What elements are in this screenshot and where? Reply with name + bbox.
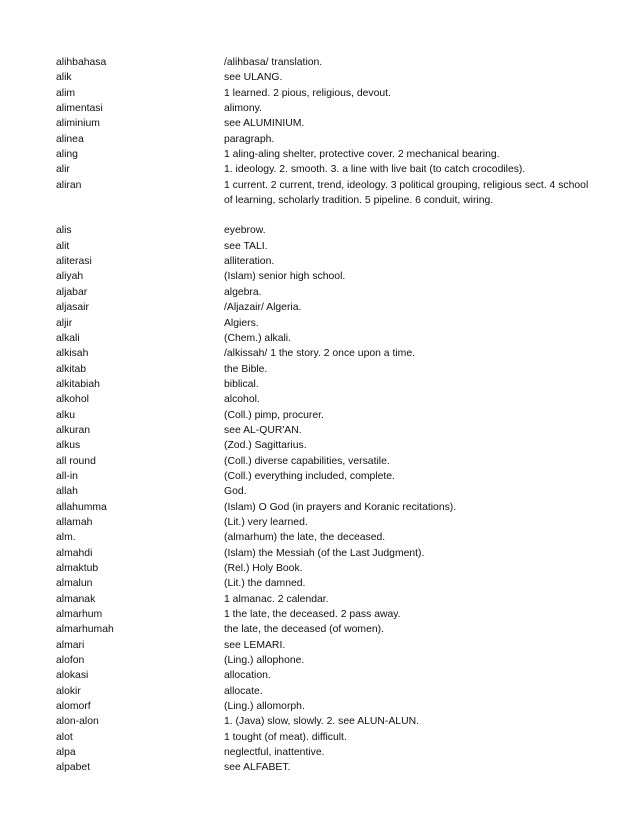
entry-term: alkus [56, 440, 81, 452]
entry-term: allamah [56, 516, 93, 528]
entry-term: aling [56, 149, 78, 161]
entry-term: almarhumah [56, 624, 114, 636]
entry-row [56, 622, 596, 637]
entry-row [56, 500, 596, 515]
entry-term: alkali [56, 332, 80, 344]
entry-definition: /Aljazair/ Algeria. [224, 302, 302, 314]
entry-definition: paragraph. [224, 133, 275, 145]
entry-term: allah [56, 486, 78, 498]
entry-term: almanak [56, 593, 96, 605]
entry-row [56, 239, 596, 254]
entry-definition: (Islam) senior high school. [224, 271, 346, 283]
entry-row [56, 346, 596, 361]
entry-term: alim [56, 87, 76, 99]
entry-definition: the Bible. [224, 363, 268, 375]
entry-term: aliminium [56, 118, 100, 130]
entry-definition: (Coll.) diverse capabilities, versatile. [224, 455, 390, 467]
entry-term: alinea [56, 133, 84, 145]
entry-definition: 1 tought (of meat). difficult. [224, 731, 347, 743]
entry-row [56, 70, 596, 85]
entry-definition: (Chem.) alkali. [224, 332, 291, 344]
entry-term: alis [56, 225, 72, 237]
entry-row [56, 638, 596, 653]
entry-definition: (Islam) the Messiah (of the Last Judgment). [224, 547, 425, 559]
entry-term: almari [56, 639, 85, 651]
entry-row [56, 362, 596, 377]
entry-term: aliran [56, 179, 82, 191]
entry-definition: neglectful, inattentive. [224, 747, 325, 759]
entry-definition: /alihbasa/ translation. [224, 57, 323, 68]
entry-definition: biblical. [224, 378, 259, 390]
entry-term: aliyah [56, 271, 84, 283]
entry-definition: (Rel.) Holy Book. [224, 563, 303, 574]
entry-definition: 1. (Java) slow, slowly. 2. see ALUN-ALUN. [224, 716, 419, 728]
entry-term: almahdi [56, 547, 93, 559]
entry-definition: the late, the deceased (of women). [224, 624, 384, 636]
entry-term: alkuran [56, 424, 91, 436]
entry-definition: 1 the late, the deceased. 2 pass away. [224, 609, 401, 621]
entry-term: alokir [56, 685, 81, 697]
entry-row [56, 269, 596, 284]
entry-row [56, 254, 596, 269]
entry-definition: see ULANG. [224, 72, 283, 84]
entry-term: alot [56, 731, 73, 743]
entry-list [56, 55, 596, 776]
entry-row [56, 316, 596, 331]
entry-definition: 1 almanac. 2 calendar. [224, 593, 329, 605]
entry-row [56, 561, 596, 576]
entry-definition: 1 aling-aling shelter, protective cover. 2 mechanical bearing. [224, 149, 500, 161]
entry-row [56, 699, 596, 714]
entry-row [56, 331, 596, 346]
entry-definition: 1 current. 2 current, trend, ideology. 3 political grouping, religious sect. 4 school of learning, scholarly tradition. 5 pipeline. 6 conduit, wiring. [224, 179, 589, 207]
entry-definition: (Lit.) very learned. [224, 516, 308, 528]
entry-definition: allocation. [224, 670, 271, 682]
entry-term: alpabet [56, 762, 91, 774]
entry-row [56, 684, 596, 699]
entry-term: alku [56, 409, 76, 421]
entry-definition: Algiers. [224, 317, 259, 329]
entry-definition: 1. ideology. 2. smooth. 3. a line with live bait (to catch crocodiles). [224, 164, 526, 176]
entry-row [56, 55, 596, 70]
entry-row [56, 515, 596, 530]
entry-row [56, 668, 596, 683]
entry-term: alihbahasa [56, 57, 107, 68]
entry-term: alkitabiah [56, 378, 100, 390]
entry-row [56, 745, 596, 760]
entry-term: aljir [56, 317, 73, 329]
entry-term: alpa [56, 747, 76, 759]
entry-row [56, 408, 596, 423]
entry-row [56, 392, 596, 407]
entry-definition: (Lit.) the damned. [224, 578, 306, 590]
entry-row [56, 116, 596, 131]
entry-term: all round [56, 455, 96, 467]
entry-definition: eyebrow. [224, 225, 266, 237]
entry-definition: see ALFABET. [224, 762, 291, 774]
entry-definition: alcohol. [224, 394, 260, 406]
entry-row [56, 162, 596, 177]
entry-term: aljasair [56, 302, 89, 314]
entry-definition: alliteration. [224, 256, 275, 268]
entry-term: aljabar [56, 286, 88, 298]
entry-row [56, 223, 596, 238]
entry-term: all-in [56, 470, 78, 482]
entry-term: almalun [56, 578, 93, 590]
entry-definition: /alkissah/ 1 the story. 2 once upon a time. [224, 348, 415, 360]
entry-term: almaktub [56, 563, 99, 574]
entry-row [56, 760, 596, 775]
entry-term: alokasi [56, 670, 89, 682]
entry-row [56, 607, 596, 622]
entry-term: alir [56, 164, 70, 176]
entry-row [56, 132, 596, 147]
entry-definition: (Ling.) allomorph. [224, 701, 305, 713]
entry-row [56, 530, 596, 545]
entry-row [56, 377, 596, 392]
entry-term: alkohol [56, 394, 89, 406]
entry-row [56, 592, 596, 607]
entry-term: alofon [56, 655, 85, 667]
entry-definition: (Coll.) everything included, complete. [224, 470, 395, 482]
entry-definition: (almarhum) the late, the deceased. [224, 532, 386, 544]
entry-definition: see AL-QUR'AN. [224, 424, 302, 436]
entry-row [56, 714, 596, 729]
entry-definition: algebra. [224, 286, 262, 298]
entry-definition: alimony. [224, 103, 262, 115]
entry-definition: God. [224, 486, 247, 498]
entry-row [56, 576, 596, 591]
entry-definition: (Zod.) Sagittarius. [224, 440, 307, 452]
entry-definition: see ALUMINIUM. [224, 118, 305, 130]
entry-term: alkitab [56, 363, 87, 375]
entry-term: alm. [56, 532, 76, 544]
entry-definition: (Islam) O God (in prayers and Koranic recitations). [224, 501, 457, 513]
entry-row [56, 423, 596, 438]
entry-term: alit [56, 240, 70, 252]
entry-definition: allocate. [224, 685, 263, 697]
entry-term: alkisah [56, 348, 89, 360]
entry-definition: 1 learned. 2 pious, religious, devout. [224, 87, 391, 99]
entry-row [56, 178, 596, 209]
entry-term: alon-alon [56, 716, 99, 728]
entry-row [56, 101, 596, 116]
entry-term: allahumma [56, 501, 107, 513]
entry-term: aliterasi [56, 256, 92, 268]
entry-row [56, 285, 596, 300]
entry-definition: see TALI. [224, 240, 268, 252]
entry-row [56, 86, 596, 101]
entry-row [56, 469, 596, 484]
entry-term: alimentasi [56, 103, 103, 115]
entry-row [56, 300, 596, 315]
entry-row [56, 546, 596, 561]
entry-definition: (Coll.) pimp, procurer. [224, 409, 324, 421]
entry-row [56, 147, 596, 162]
entry-term: alomorf [56, 701, 91, 713]
entry-row [56, 438, 596, 453]
entry-term: almarhum [56, 609, 103, 621]
entry-definition: see LEMARI. [224, 639, 286, 651]
entry-row [56, 653, 596, 668]
entry-row [56, 730, 596, 745]
entry-row [56, 454, 596, 469]
entry-term: alik [56, 72, 72, 84]
entry-row [56, 484, 596, 499]
entry-definition: (Ling.) allophone. [224, 655, 305, 667]
